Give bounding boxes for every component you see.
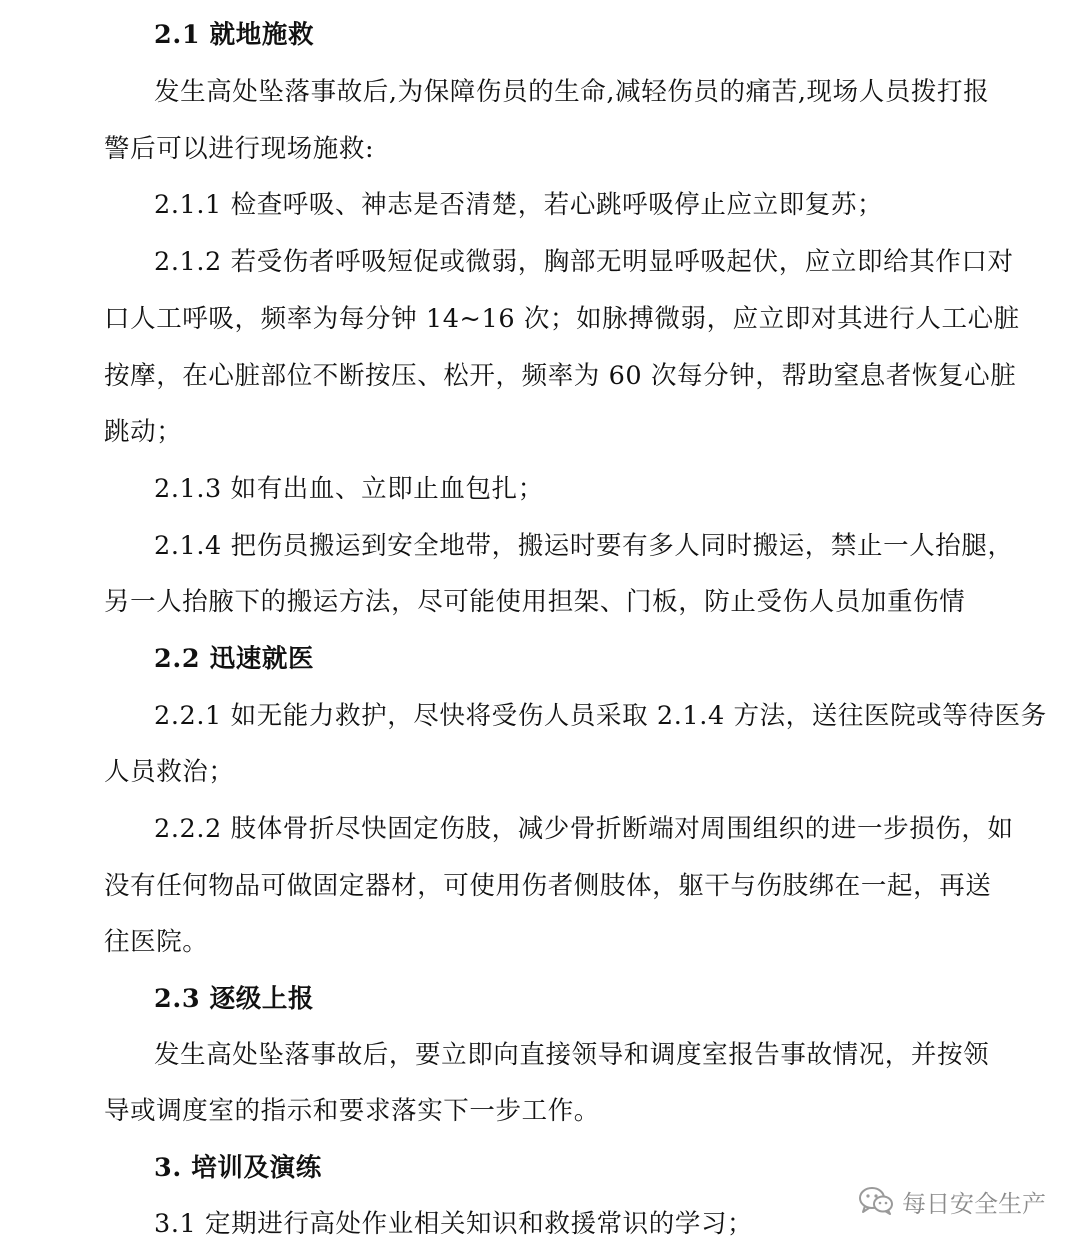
paragraph-line: 2.1.2 若受伤者呼吸短促或微弱，胸部无明显呼吸起伏，应立即给其作口对 (154, 247, 1014, 277)
paragraph-line: 警后可以进行现场施救: (104, 134, 375, 164)
paragraph-line: 没有任何物品可做固定器材，可使用伤者侧肢体，躯干与伤肢绑在一起，再送 (104, 871, 992, 901)
watermark-text: 每日安全生产 (902, 1189, 1046, 1218)
paragraph-line: 往医院。 (104, 927, 209, 957)
wechat-icon (858, 1186, 894, 1216)
section-heading-3: 3. 培训及演练 (154, 1153, 322, 1183)
section-heading-2-2: 2.2 迅速就医 (154, 644, 315, 674)
paragraph-line: 2.1.3 如有出血、立即止血包扎； (154, 474, 544, 504)
paragraph-line: 人员救治； (104, 757, 235, 787)
paragraph-line: 发生高处坠落事故后,为保障伤员的生命,减轻伤员的痛苦,现场人员拨打报 (154, 77, 990, 107)
paragraph-line: 另一人抬腋下的搬运方法，尽可能使用担架、门板，防止受伤人员加重伤情 (104, 587, 966, 617)
section-heading-2-3: 2.3 逐级上报 (154, 984, 315, 1014)
watermark (858, 1184, 1046, 1218)
paragraph-line: 2.1.1 检查呼吸、神志是否清楚，若心跳呼吸停止应立即复苏； (154, 190, 884, 220)
paragraph-line: 口人工呼吸，频率为每分钟 14~16 次；如脉搏微弱，应立即对其进行人工心脏 (104, 304, 1020, 334)
paragraph-line: 导或调度室的指示和要求落实下一步工作。 (104, 1096, 600, 1126)
section-heading-2-1: 2.1 就地施救 (154, 20, 315, 50)
paragraph-line: 按摩，在心脏部位不断按压、松开，频率为 60 次每分钟，帮助窒息者恢复心脏 (104, 361, 1017, 391)
paragraph-line: 跳动； (104, 417, 183, 447)
paragraph-line: 2.2.2 肢体骨折尽快固定伤肢，减少骨折断端对周围组织的进一步损伤，如 (154, 814, 1014, 844)
paragraph-line: 2.2.1 如无能力救护，尽快将受伤人员采取 2.1.4 方法，送往医院或等待医务 (154, 701, 1047, 731)
paragraph-line: 2.1.4 把伤员搬运到安全地带，搬运时要有多人同时搬运，禁止一人抬腿， (154, 531, 1014, 561)
paragraph-line: 3.1 定期进行高处作业相关知识和救援常识的学习； (154, 1209, 754, 1239)
paragraph-line: 发生高处坠落事故后，要立即向直接领导和调度室报告事故情况，并按领 (154, 1040, 990, 1070)
